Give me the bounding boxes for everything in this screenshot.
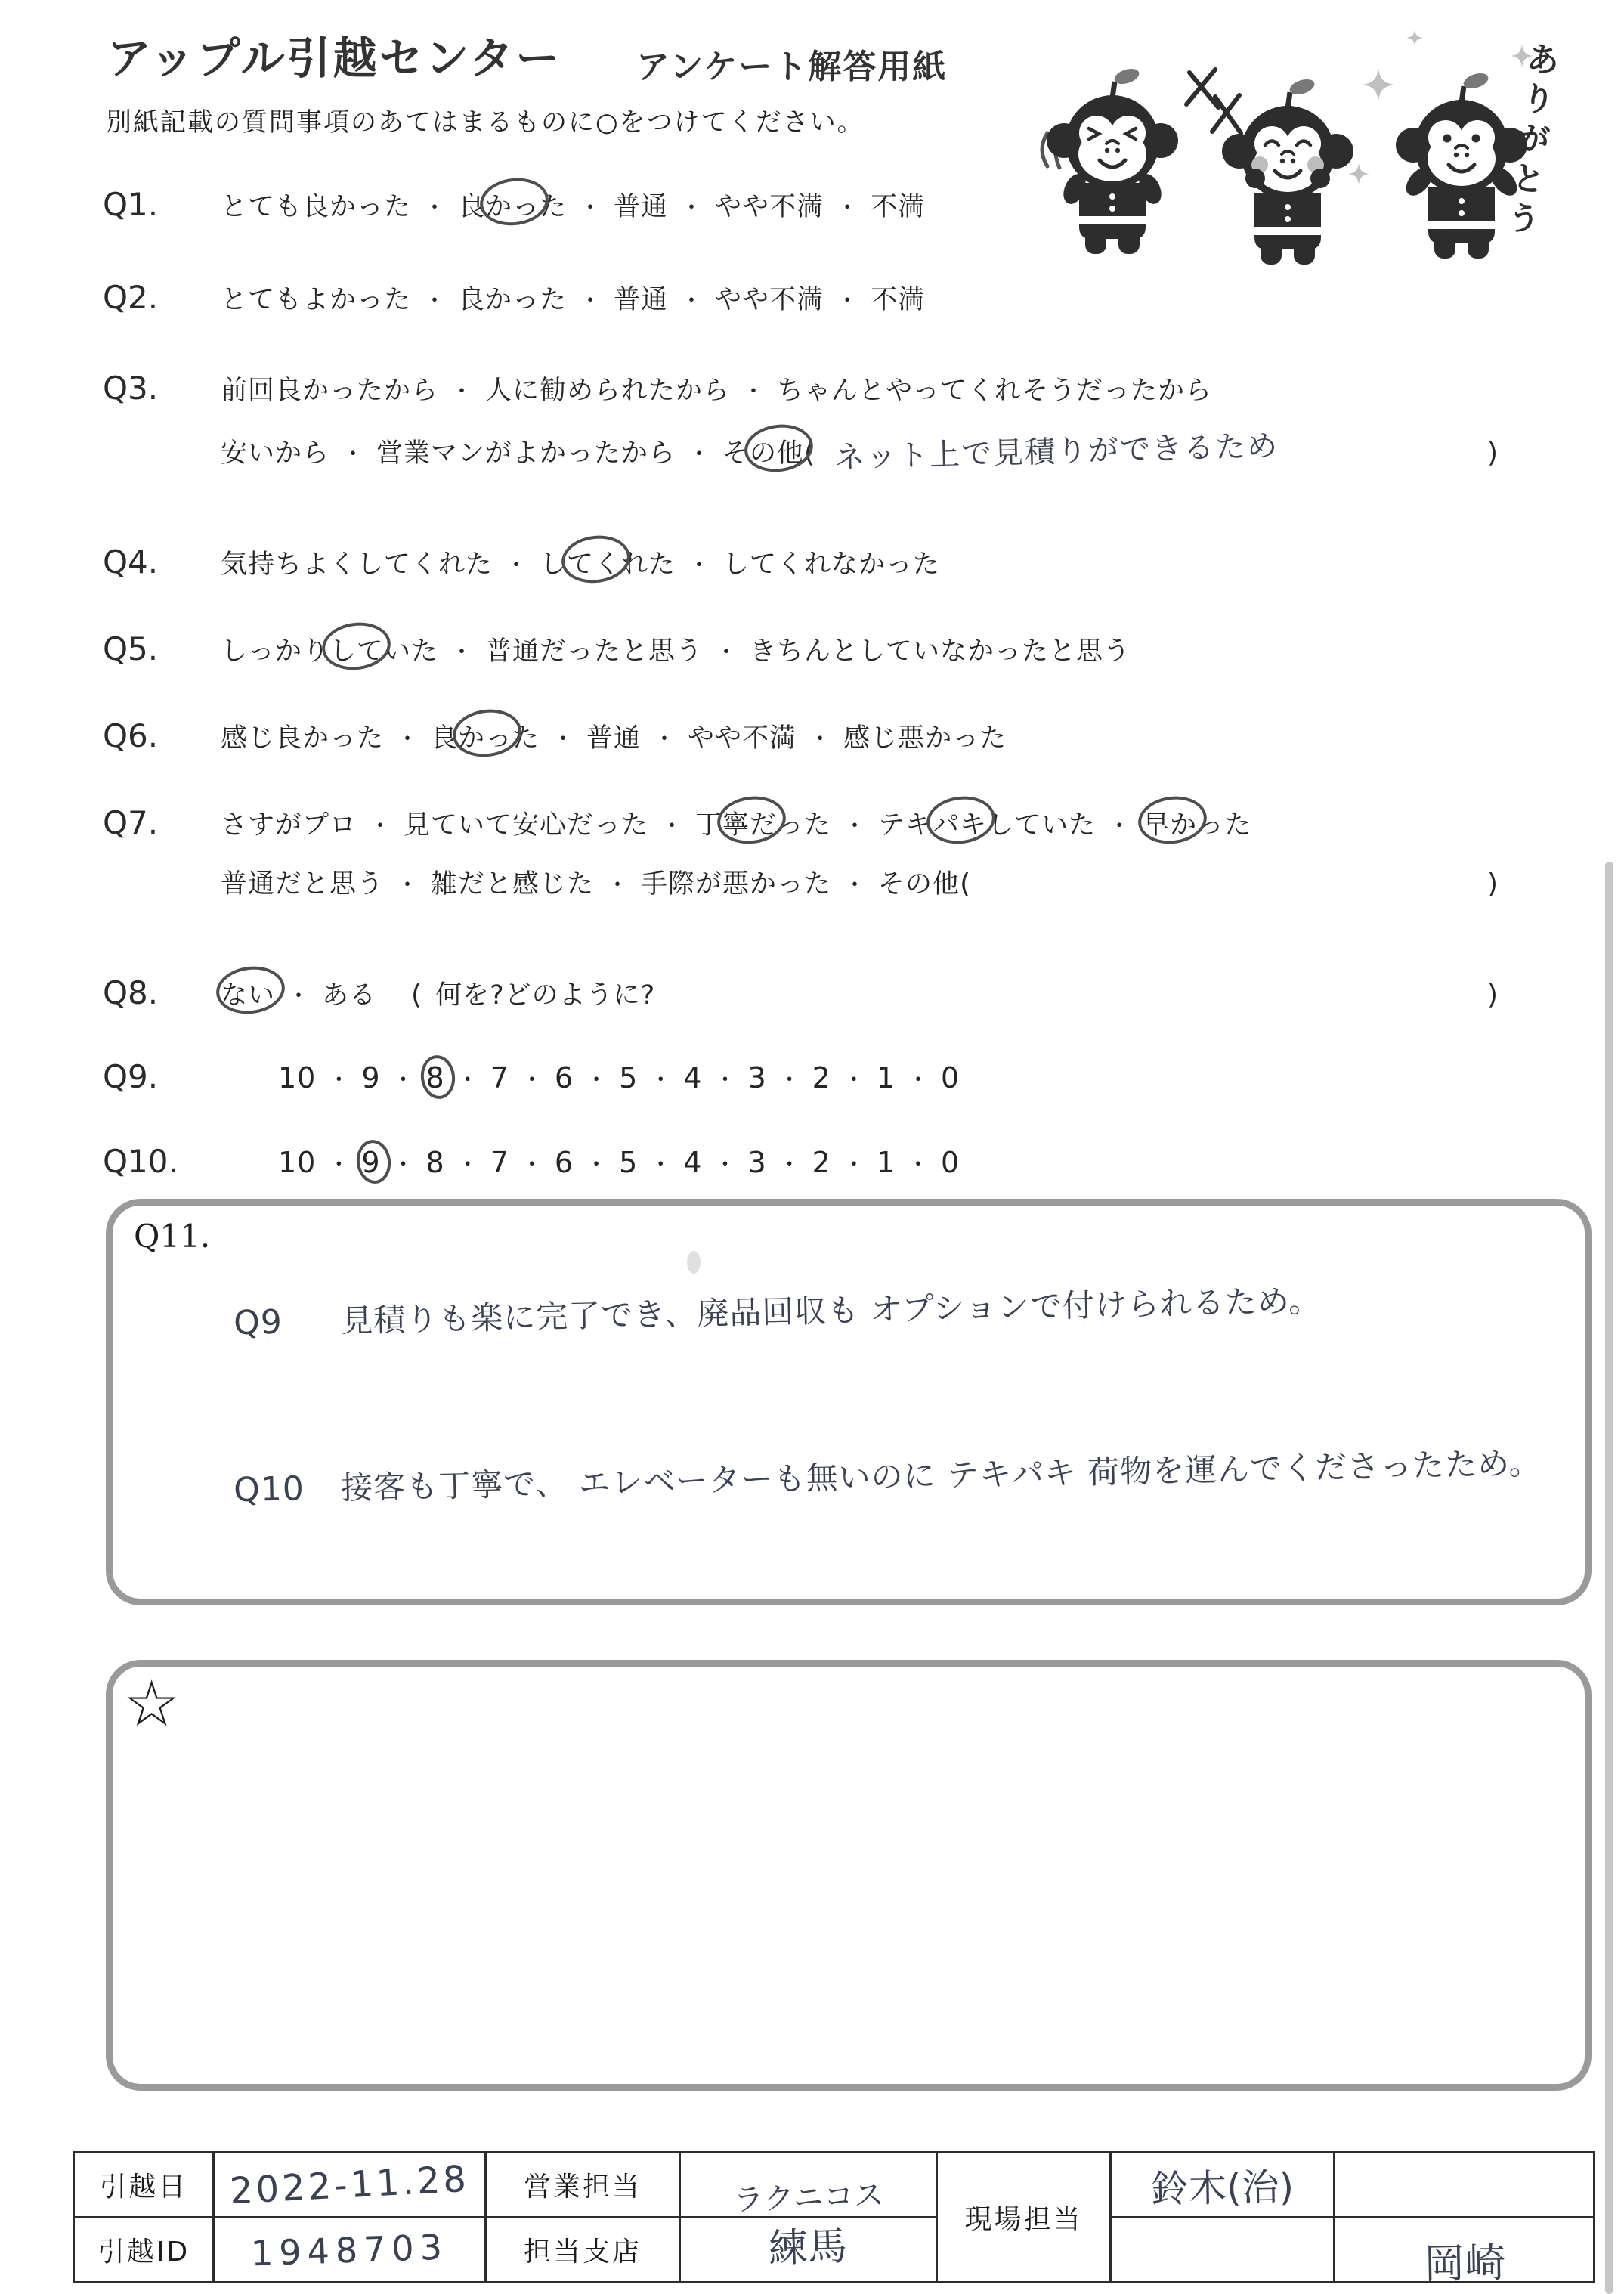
question-label: Q2. xyxy=(103,279,159,316)
option-text: 3 xyxy=(747,1146,767,1179)
separator-dot: ・ xyxy=(649,1152,673,1178)
option-text: 2 xyxy=(812,1146,831,1179)
sparkle-icon xyxy=(1348,163,1370,185)
handwritten-value: 練馬 xyxy=(768,2224,849,2272)
q11-comment-box xyxy=(106,1199,1592,1605)
option-text: 営業マンがよかったから xyxy=(376,438,676,469)
handwritten-question-ref: Q10 xyxy=(233,1469,305,1510)
option-text: 4 xyxy=(683,1146,703,1179)
separator-dot: ・ xyxy=(369,813,392,840)
field-value-cell xyxy=(1111,2218,1335,2283)
monkey-icon xyxy=(1047,66,1178,254)
option-text: 感じ悪かった xyxy=(843,723,1007,754)
question-row-q3a xyxy=(103,370,1498,407)
separator-dot: ・ xyxy=(1108,813,1131,840)
open-paren: ( xyxy=(411,980,422,1011)
question-label: Q1. xyxy=(103,186,159,223)
scan-smudge xyxy=(687,1251,701,1274)
separator-dot: ・ xyxy=(327,1067,351,1094)
footer-info-table xyxy=(73,2151,1595,2288)
answer-option xyxy=(221,543,493,581)
handwritten-question-ref: Q9 xyxy=(233,1302,283,1343)
scribble-icon xyxy=(1186,70,1241,133)
field-value-cell xyxy=(680,2153,937,2218)
handwritten-value: 岡崎 xyxy=(1423,2239,1506,2288)
separator-dot: ・ xyxy=(680,288,704,314)
option-text: 3 xyxy=(747,1061,767,1094)
q11-answer-line xyxy=(234,1438,1542,1511)
option-text: ちゃんとやってくれそうだったから xyxy=(777,376,1213,406)
option-text: 良かった xyxy=(458,192,568,222)
footer-table-body xyxy=(74,2153,1595,2288)
answer-option xyxy=(458,186,567,224)
separator-dot: ・ xyxy=(327,1152,351,1178)
option-text: 0 xyxy=(941,1146,960,1179)
answer-option xyxy=(278,1146,316,1179)
separator-dot: ・ xyxy=(520,1152,543,1178)
sparkle-icon xyxy=(1362,68,1395,101)
separator-dot: ・ xyxy=(585,1067,608,1094)
handwritten-answer: 接客も丁寧で、 エレベーターも無いのに テキパキ 荷物を運んでくださったため。 xyxy=(340,1444,1542,1507)
answer-option xyxy=(695,804,831,842)
answer-option xyxy=(614,186,668,224)
separator-dot: ・ xyxy=(552,726,575,753)
option-text: とても良かった xyxy=(221,192,412,222)
question-row-q5 xyxy=(103,630,1498,668)
option-text: 感じ良かった xyxy=(221,723,385,754)
option-text: やや不満 xyxy=(715,285,824,315)
star-mark: ☆ xyxy=(123,1667,181,1741)
separator-dot: ・ xyxy=(606,872,629,899)
answer-option xyxy=(278,1061,316,1094)
answer-option xyxy=(361,1061,380,1094)
separator-dot: ・ xyxy=(809,726,832,753)
answer-option xyxy=(619,1146,638,1179)
option-text: 良かった xyxy=(458,285,568,315)
answer-option xyxy=(871,186,925,224)
answer-option xyxy=(458,279,567,317)
separator-dot: ・ xyxy=(843,813,867,840)
option-text: 安いから xyxy=(221,438,330,469)
field-value-cell xyxy=(680,2218,937,2283)
separator-dot: ・ xyxy=(396,872,419,899)
answer-option xyxy=(426,1061,445,1094)
option-text: 雑だと感じた xyxy=(431,869,595,899)
answer-option xyxy=(683,1146,702,1179)
option-text: 何を?どのように? xyxy=(435,980,656,1011)
answer-option xyxy=(877,1146,896,1179)
separator-dot: ・ xyxy=(907,1152,930,1178)
option-text: 普通 xyxy=(586,723,642,754)
answer-option xyxy=(586,717,641,755)
form-title: アンケート解答用紙 xyxy=(636,48,948,86)
answer-option xyxy=(812,1146,831,1179)
separator-dot: ・ xyxy=(456,1067,479,1094)
answer-option xyxy=(540,543,676,581)
option-text: 6 xyxy=(554,1146,574,1179)
field-value-cell xyxy=(214,2153,486,2218)
option-text: 4 xyxy=(683,1061,703,1094)
separator-dot: ・ xyxy=(342,441,365,468)
question-label: Q4. xyxy=(103,543,159,580)
separator-dot: ・ xyxy=(836,288,859,314)
handwritten-value: ラクニコス xyxy=(732,2178,885,2218)
answer-option xyxy=(221,432,329,470)
answer-option xyxy=(688,717,797,755)
option-text: 見ていて安心だった xyxy=(404,810,649,841)
option-text: 気持ちよくしてくれた xyxy=(221,550,493,580)
answer-option xyxy=(221,717,384,755)
answer-option xyxy=(221,370,438,407)
field-label-cell xyxy=(937,2153,1111,2283)
question-row-q10 xyxy=(103,1143,1498,1180)
thanks-vertical-text: ありがとう xyxy=(1499,39,1561,243)
field-label: 担当支店 xyxy=(523,2237,642,2268)
answer-option xyxy=(941,1061,960,1094)
answer-option xyxy=(1143,804,1251,842)
answer-option xyxy=(747,1146,766,1179)
separator-dot: ・ xyxy=(688,553,711,579)
answer-option xyxy=(777,370,1212,407)
separator-dot: ・ xyxy=(836,195,859,221)
question-label: Q6. xyxy=(103,717,159,754)
answer-option xyxy=(426,1146,445,1179)
answer-option xyxy=(221,804,357,842)
field-label: 現場担当 xyxy=(964,2204,1083,2235)
separator-dot: ・ xyxy=(907,1067,930,1094)
field-label-cell xyxy=(74,2218,214,2283)
answer-option xyxy=(750,630,1131,668)
option-text: 9 xyxy=(361,1146,381,1179)
option-text: 5 xyxy=(619,1146,639,1179)
field-value-cell xyxy=(214,2218,486,2283)
option-text: 9 xyxy=(361,1061,381,1094)
field-value-cell xyxy=(1335,2153,1595,2218)
question-row-q6 xyxy=(103,717,1498,755)
option-text: 良かった xyxy=(431,723,540,754)
close-paren: ) xyxy=(1486,438,1498,469)
close-paren: ) xyxy=(1486,980,1498,1011)
open-paren: ( xyxy=(960,868,971,899)
answer-option xyxy=(435,974,655,1012)
separator-dot: ・ xyxy=(843,872,867,899)
option-text: 人に勧められたから xyxy=(485,376,731,406)
monkeys-illustration xyxy=(1037,20,1573,272)
separator-dot: ・ xyxy=(579,195,602,221)
answer-option xyxy=(555,1061,574,1094)
separator-dot: ・ xyxy=(456,1152,479,1178)
answer-option xyxy=(941,1146,960,1179)
option-text: 1 xyxy=(876,1146,896,1179)
answer-option xyxy=(485,630,703,668)
option-text: やや不満 xyxy=(715,192,824,222)
option-text: 2 xyxy=(812,1061,831,1094)
monkeys-drawing xyxy=(1037,20,1566,272)
answer-option xyxy=(555,1146,574,1179)
separator-dot: ・ xyxy=(505,553,528,579)
handwritten-value: 2022-11.28 xyxy=(228,2157,471,2212)
option-text: 0 xyxy=(941,1061,960,1094)
monkey-icon xyxy=(1222,76,1353,265)
field-value-cell xyxy=(1111,2153,1335,2218)
answer-option xyxy=(871,279,925,317)
separator-dot: ・ xyxy=(680,195,704,221)
option-text: 6 xyxy=(554,1061,574,1094)
option-text: 普通だと思う xyxy=(221,869,385,899)
option-text: やや不満 xyxy=(688,723,797,754)
option-text: その他 xyxy=(878,869,960,899)
answer-option xyxy=(221,863,384,901)
brand-title: アップル引越センター xyxy=(107,33,562,84)
option-text: とてもよかった xyxy=(221,285,412,315)
question-row-q3b xyxy=(103,428,1498,475)
field-label: 引越日 xyxy=(99,2172,188,2203)
option-text: してくれた xyxy=(540,550,676,580)
option-text: 8 xyxy=(425,1061,445,1094)
question-label: Q7. xyxy=(103,804,159,841)
option-text: 手際が悪かった xyxy=(641,869,832,899)
answer-option xyxy=(722,432,804,470)
option-text: 5 xyxy=(619,1061,639,1094)
separator-dot: ・ xyxy=(653,726,676,753)
answer-option xyxy=(614,279,668,317)
separator-dot: ・ xyxy=(778,1067,801,1094)
option-text: 7 xyxy=(490,1061,509,1094)
q11-label: Q11. xyxy=(134,1218,211,1255)
handwritten-answer: 見積りも楽に完了でき、廃品回収も オプションで付けられるため。 xyxy=(340,1281,1322,1340)
answer-option xyxy=(683,1061,702,1094)
separator-dot: ・ xyxy=(391,1152,415,1178)
separator-dot: ・ xyxy=(287,983,311,1010)
answer-option xyxy=(843,717,1007,755)
close-paren: ) xyxy=(1486,868,1498,899)
answer-option xyxy=(490,1061,509,1094)
field-label: 営業担当 xyxy=(523,2172,642,2203)
answer-option xyxy=(490,1146,509,1179)
open-paren: ( xyxy=(804,438,815,469)
instruction-text: 別紙記載の質問事項のあてはまるものに○をつけてください。 xyxy=(106,107,865,138)
answer-option xyxy=(221,630,438,668)
option-text: 10 xyxy=(278,1061,317,1094)
answer-option xyxy=(221,974,275,1012)
field-value-cell xyxy=(1335,2218,1595,2288)
option-text: 前回良かったから xyxy=(221,376,439,406)
question-row-q4 xyxy=(103,543,1498,581)
question-row-q7b xyxy=(103,863,1498,901)
answer-option xyxy=(322,974,376,1012)
answer-option xyxy=(641,863,831,901)
table-row xyxy=(74,2153,1595,2218)
separator-dot: ・ xyxy=(715,639,738,666)
question-row-q2 xyxy=(103,279,1498,317)
field-label-cell xyxy=(486,2218,680,2283)
question-row-q7a xyxy=(103,804,1498,842)
question-row-q1 xyxy=(103,186,1498,224)
answer-option xyxy=(361,1146,380,1179)
separator-dot: ・ xyxy=(391,1067,415,1094)
extra-comment-box xyxy=(106,1660,1592,2091)
option-text: してくれなかった xyxy=(722,550,941,580)
answer-option xyxy=(722,543,940,581)
option-text: 丁寧だった xyxy=(695,810,832,841)
option-text: ある xyxy=(322,980,377,1011)
separator-dot: ・ xyxy=(660,813,684,840)
option-text: 普通 xyxy=(614,285,669,315)
option-text: 不満 xyxy=(871,192,926,222)
scan-edge-artifact xyxy=(1605,862,1613,2294)
answer-option xyxy=(376,432,676,470)
separator-dot: ・ xyxy=(778,1152,801,1178)
separator-dot: ・ xyxy=(742,379,766,405)
question-label: Q8. xyxy=(103,974,159,1011)
option-text: 10 xyxy=(278,1146,317,1179)
question-row-q9 xyxy=(103,1058,1498,1095)
answer-option xyxy=(715,186,824,224)
question-row-q8 xyxy=(103,974,1498,1012)
separator-dot: ・ xyxy=(842,1152,865,1178)
option-text: ない xyxy=(221,980,276,1011)
separator-dot: ・ xyxy=(842,1067,865,1094)
handwritten-value: 鈴木(治) xyxy=(1150,2164,1295,2212)
field-label-cell xyxy=(74,2153,214,2218)
separator-dot: ・ xyxy=(520,1067,543,1094)
separator-dot: ・ xyxy=(713,1152,737,1178)
handwritten-value: 1948703 xyxy=(250,2225,449,2274)
question-label: Q3. xyxy=(103,370,159,407)
question-label: Q5. xyxy=(103,630,159,667)
separator-dot: ・ xyxy=(396,726,419,753)
answer-option xyxy=(619,1061,638,1094)
answer-option xyxy=(877,1061,896,1094)
option-text: 不満 xyxy=(871,285,926,315)
separator-dot: ・ xyxy=(423,288,447,314)
answer-option xyxy=(404,804,648,842)
option-text: 早かった xyxy=(1143,810,1252,841)
answer-option xyxy=(878,804,1096,842)
q11-answer-line xyxy=(234,1276,1322,1344)
option-text: きちんとしていなかったと思う xyxy=(750,636,1131,667)
question-label: Q10. xyxy=(103,1143,178,1180)
option-text: さすがプロ xyxy=(221,810,357,841)
separator-dot: ・ xyxy=(450,379,474,405)
separator-dot: ・ xyxy=(450,639,474,666)
field-label-cell xyxy=(486,2153,680,2218)
sparkle-icon xyxy=(1406,29,1423,46)
answer-option xyxy=(485,370,730,407)
separator-dot: ・ xyxy=(423,195,447,221)
question-label: Q9. xyxy=(103,1058,159,1095)
answer-option xyxy=(715,279,824,317)
option-text: 普通だったと思う xyxy=(485,636,704,667)
option-text: その他 xyxy=(722,438,805,469)
option-text: しっかりしていた xyxy=(221,636,439,667)
field-label: 引越ID xyxy=(97,2237,190,2268)
separator-dot: ・ xyxy=(713,1067,737,1094)
answer-option xyxy=(812,1061,831,1094)
answer-option xyxy=(747,1061,766,1094)
answer-option xyxy=(221,279,411,317)
handwritten-answer: ネット上で見積りができるため xyxy=(834,429,1279,475)
answer-option xyxy=(221,186,411,224)
answer-option xyxy=(878,863,960,901)
option-text: 1 xyxy=(876,1061,896,1094)
separator-dot: ・ xyxy=(688,441,711,468)
option-text: テキパキしていた xyxy=(878,810,1097,841)
option-text: 普通 xyxy=(614,192,669,222)
option-text: 8 xyxy=(425,1146,445,1179)
option-text: 7 xyxy=(490,1146,509,1179)
answer-option xyxy=(431,863,594,901)
separator-dot: ・ xyxy=(649,1067,673,1094)
answer-option xyxy=(431,717,540,755)
separator-dot: ・ xyxy=(585,1152,608,1178)
table-row xyxy=(74,2218,1595,2283)
separator-dot: ・ xyxy=(579,288,602,314)
